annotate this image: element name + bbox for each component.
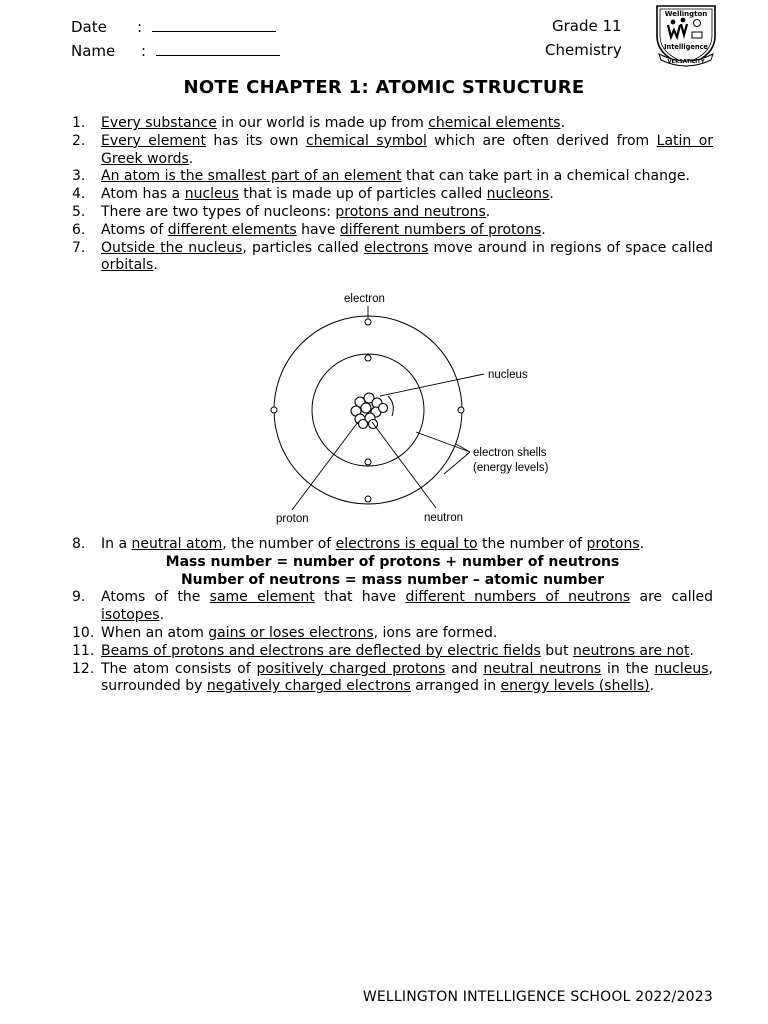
list-item: 8. In a neutral atom, the number of electrons is equal to the number of protons. xyxy=(72,536,645,552)
label-nucleus: nucleus xyxy=(488,369,528,381)
page-title: NOTE CHAPTER 1: ATOMIC STRUCTURE xyxy=(183,77,585,98)
logo-bottom-text: Intelligence xyxy=(664,43,708,51)
grade-label: Grade 11 xyxy=(552,17,622,35)
label-electron-shells: electron shells xyxy=(473,447,547,459)
name-blank xyxy=(156,41,280,56)
label-electron: electron xyxy=(344,293,385,305)
list-item: 6. Atoms of different elements have different numbers of protons. xyxy=(72,221,546,238)
label-proton: proton xyxy=(276,513,309,525)
electron-dot xyxy=(365,496,371,502)
list-item: 10. When an atom gains or loses electrons, ions are formed. xyxy=(72,624,498,641)
list-item: 4. Atom has a nucleus that is made up of particles called nucleons. xyxy=(72,186,554,203)
electron-dot xyxy=(365,319,371,325)
list-item: 7. Outside the nucleus, particles called electrons move around in regions of space called orbitals. xyxy=(72,239,713,274)
formula-neutrons: Number of neutrons = mass number – atomic number xyxy=(180,571,605,588)
label-energy-levels: (energy levels) xyxy=(473,462,549,474)
electron-dot xyxy=(365,355,371,361)
formula-mass-number: Mass number = number of protons + number of neutrons xyxy=(165,553,620,570)
notes-list-a xyxy=(72,115,713,275)
electron-dot xyxy=(271,407,277,413)
list-item: 5. There are two types of nucleons: protons and neutrons. xyxy=(72,203,491,220)
date-colon: : xyxy=(137,18,143,36)
notes-list-b xyxy=(72,536,713,696)
logo-top-text: Wellington xyxy=(664,10,708,18)
list-item: 12. The atom consists of positively charged protons and neutral neutrons in the nucleus, surrounded by negatively charged electrons arranged in energy levels (shells). xyxy=(72,660,713,695)
list-item: 3. An atom is the smallest part of an element that can take part in a chemical change. xyxy=(72,168,690,185)
subject-label: Chemistry xyxy=(545,41,622,59)
name-label: Name xyxy=(71,42,116,60)
date-row xyxy=(71,17,276,36)
footer-school: WELLINGTON INTELLIGENCE SCHOOL 2022/2023 xyxy=(362,989,713,1005)
electron-dot xyxy=(458,407,464,413)
electron-dot xyxy=(365,459,371,465)
logo-ribbon-text: VERSATILITY xyxy=(667,59,705,65)
list-item: 11. Beams of protons and electrons are deflected by electric fields but neutrons are not. xyxy=(72,642,694,659)
school-logo-icon xyxy=(651,2,721,70)
list-item: 9. Atoms of the same element that have different numbers of neutrons are called isotopes. xyxy=(72,589,713,624)
date-label: Date xyxy=(71,18,107,36)
atom-diagram xyxy=(226,284,576,530)
name-colon: : xyxy=(141,42,147,60)
list-item: 2. Every element has its own chemical symbol which are often derived from Latin or Greek words. xyxy=(72,132,714,167)
nucleus-cluster xyxy=(351,393,388,429)
label-neutron: neutron xyxy=(424,512,464,524)
name-row xyxy=(71,41,280,60)
list-item: 1. Every substance in our world is made up from chemical elements. xyxy=(72,115,566,131)
date-blank xyxy=(152,17,276,32)
